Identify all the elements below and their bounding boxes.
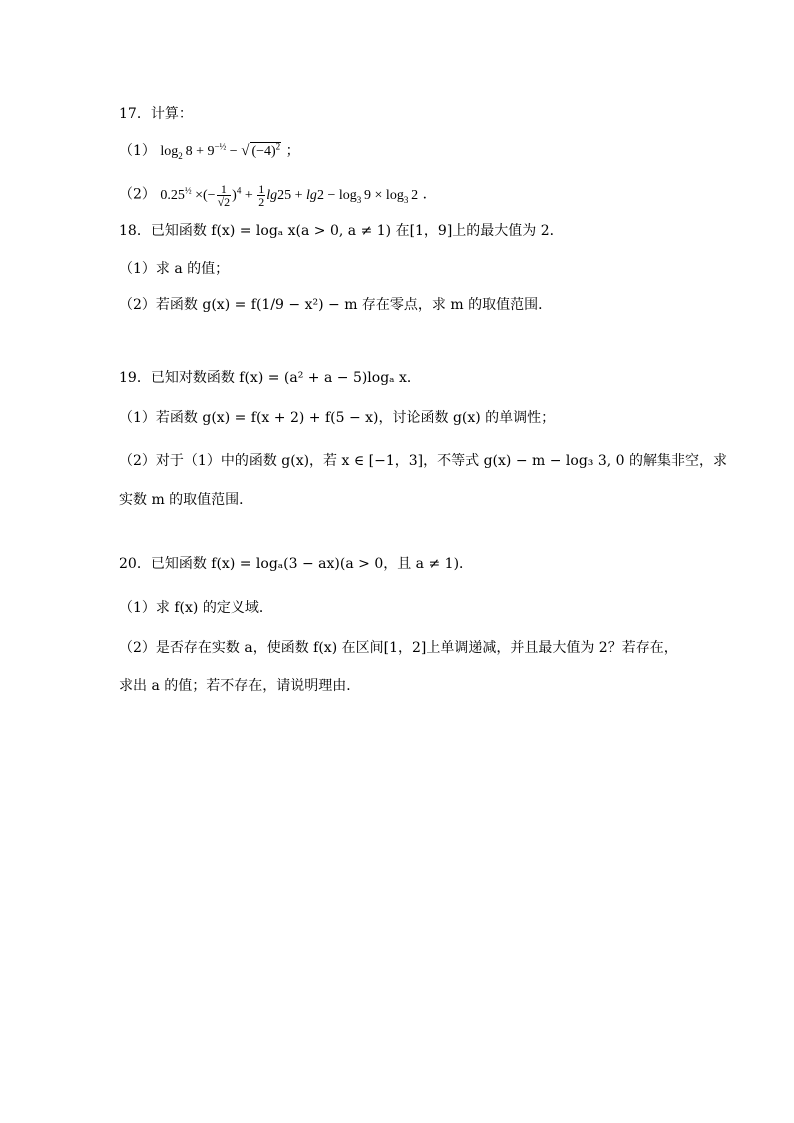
problem-18-part-2 [119,296,552,314]
problem-stem: 计算： [150,106,193,122]
problem-19-part-2 [119,452,727,470]
part-end-punct: ． [422,186,437,203]
problem-number: 19． [119,370,151,386]
problem-19-heading [119,369,421,387]
part-label: （2） [119,640,156,656]
part-label: （2） [119,453,156,469]
problem-19-part-1 [119,409,555,427]
problem-stem: 已知函数 f(x) = logₐ(3 − ax)(a > 0，且 a ≠ 1)． [150,556,474,572]
math-expression: $\log_2 8 + 9^{-\frac{1}{2}}$ − √ $(-4)^2$ [160,141,281,161]
problem-stem: 已知函数 f(x) = logₐ x(a > 0, a ≠ 1) 在[1，9]上的最大值为 2． [150,223,564,239]
part-text: 求出 a 的值；若不存在，请说明理由． [119,678,361,694]
problem-20-part-2-continuation [119,677,360,695]
problem-17-part-2 [119,183,437,208]
part-text: 求 a 的值； [155,261,230,277]
math-expression: $0.25^{\frac{1}{2}}$ ×(− $\frac{1}{√2}$ )$^4$ + $\frac{1}{2}$ $\lg 25 + \lg 2 - \log_3 9 \times \log_3 2$ [160,182,419,209]
problem-19-part-2-continuation [119,491,253,509]
problem-20-heading [119,555,473,573]
part-label: （1） [119,143,156,159]
part-label: （1） [119,261,156,277]
part-text: 若函数 g(x) = f(x + 2) + f(5 − x)，讨论函数 g(x) 的单调性； [155,410,556,426]
problem-17-part-1 [119,142,300,161]
problem-18-heading [119,222,564,240]
problem-number: 17． [119,106,151,122]
problem-stem: 已知对数函数 f(x) = (a² + a − 5)logₐ x． [150,370,421,386]
problem-number: 18． [119,223,151,239]
part-text: 求 f(x) 的定义域． [155,600,273,616]
part-label: （2） [119,297,156,313]
part-end-punct: ； [285,143,300,159]
part-label: （1） [119,410,156,426]
problem-number: 20． [119,556,151,572]
part-text: 对于（1）中的函数 g(x)，若 x ∈ [−1，3]，不等式 g(x) − m − log₃ 3, 0 的解集非空，求 [155,453,728,469]
part-label: （2） [119,186,156,203]
problem-20-part-1 [119,599,273,617]
part-text: 是否存在实数 a，使函数 f(x) 在区间[1，2]上单调递减，并且最大值为 2？若存在， [155,640,678,656]
problem-20-part-2 [119,639,678,657]
problem-17-heading [119,105,193,123]
problem-18-part-1 [119,260,229,278]
part-text: 实数 m 的取值范围． [119,492,254,508]
part-text: 若函数 g(x) = f(1/9 − x²) − m 存在零点，求 m 的取值范围． [155,297,553,313]
part-label: （1） [119,600,156,616]
